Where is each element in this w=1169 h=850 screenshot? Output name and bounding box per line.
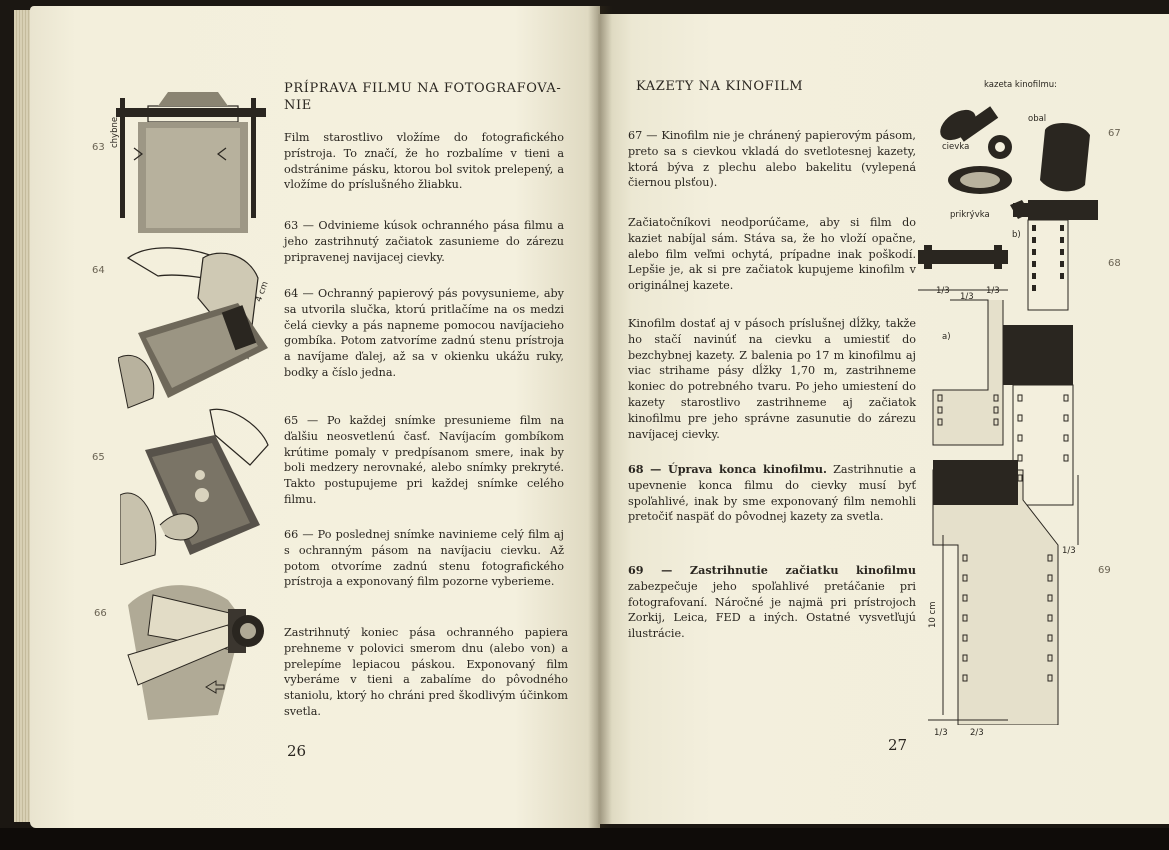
figure-number-68: 68 <box>1108 258 1121 269</box>
figure-66-film-spool-illustration <box>118 575 273 725</box>
right-page-title: KAZETY NA KINOFILM <box>636 79 804 94</box>
cover-label: obal <box>1028 114 1047 124</box>
figure-65-winding-camera-illustration <box>120 405 270 565</box>
paragraph-69-body: zabezpečuje jeho spoľahlivé pretáčanie pri fotografovaní. Náročné je najmä pri prístrojoch Zorkij, Leica, FED a iných. Ostatné vysvetľujú ilustrácie. <box>628 579 916 641</box>
figure-number-67: 67 <box>1108 128 1121 139</box>
beginners-paragraph: Začiatočníkovi neodporúčame, aby si film do kaziet nabíjal sám. Stáva sa, že ho vloží opačne, alebo film veľmi ochytá, prípadne inak poškodí. Lepšie je, ak si pre začiatok kupujeme kinofilm v originálnej kazete. <box>628 216 916 293</box>
figure-63-label: chybne <box>110 116 120 148</box>
figure-64-label: 4 cm <box>254 280 271 304</box>
paragraph-66: 66 — Po poslednej snímke navinieme celý film aj s ochranným pásom na navíjaciu cievku. Až potom otvoríme zadnú stenu fotografického prístroja a exponovaný film pozorne vyberieme. <box>284 528 564 589</box>
lid-label: prikrývka <box>950 210 990 220</box>
figure-number-65: 65 <box>92 452 105 463</box>
figure-64-hands-camera-illustration <box>118 238 268 413</box>
figure-number-64: 64 <box>92 265 105 276</box>
background-strip <box>0 828 1169 850</box>
paragraph-68-body: Zastrihnutie a upevnenie konca filmu do cievky musí byť spoľahlivé, inak by sme exponovaný film nemohli pretočiť naspäť do pôvodnej kazety za svetla. <box>628 463 916 524</box>
figure-number-66: 66 <box>94 608 107 619</box>
figure-69-film-leader-template-illustration <box>928 295 1103 725</box>
paragraph-64: 64 — Ochranný papierový pás povysunieme, aby sa utvorila slučka, ktorú pritlačíme na os medzi čelá cievky a pás napneme pomocou navíjacieho gombíka. Potom zatvoríme zadnú stenu prístroja a navíjame ďalej, až sa v okienku ukážu ruky, bodky a číslo jedna. <box>284 287 564 379</box>
two-thirds-label: 2/3 <box>970 728 984 738</box>
paragraph-67: 67 — Kinofilm nie je chránený papierovým pásom, preto sa s cievkou vkladá do svetlotesnej kazety, ktorá býva z plechu alebo bakelitu (vylepená čiernou plsťou). <box>628 129 916 190</box>
third-label-7: 1/3 <box>934 728 948 738</box>
paragraph-68-heading: 68 — Úprava konca kinofilmu. <box>628 462 827 476</box>
paragraph-68 <box>628 462 916 525</box>
paragraph-63: 63 — Odvinieme kúsok ochranného pása filmu a jeho zastrihnutý začiatok zasunieme do zárezu pripravenej navijacej cievky. <box>284 219 564 264</box>
page-number-27: 27 <box>888 736 908 754</box>
third-label-2: 1/3 <box>960 292 974 302</box>
book-gutter <box>588 6 612 828</box>
figure-68-a-label: a) <box>942 332 951 342</box>
figure-68-b-label: b) <box>1012 230 1021 240</box>
figure-number-69: 69 <box>1098 565 1111 576</box>
film-strips-paragraph: Kinofilm dostať aj v pásoch príslušnej dĺžky, takže ho stačí navinúť na cievku a umiestiť do bezchybnej kazety. Z balenia po 17 m kinofilmu aj viac strihame pásy dĺžky 1,70 m, zastrihneme koniec do potrebného tvaru. Po jeho umiestení do kazety starostlivo zastrihneme aj začiatok kinofilmu pre jeho správne zasunutie do zárezu navíjacej cievky. <box>628 317 916 441</box>
third-label-3: 1/3 <box>986 286 1000 296</box>
paragraph-69-heading: 69 — Zastrihnutie začiatku kinofilmu <box>628 563 916 577</box>
paragraph-69 <box>628 563 916 642</box>
page-number-26: 26 <box>287 742 307 760</box>
third-label-1: 1/3 <box>936 286 950 296</box>
paragraph-65: 65 — Po každej snímke presunieme film na ďalšiu neosvetlenú časť. Navíjacím gombíkom krútime pomaly v predpísanom smere, inak by boli medzery nerovnaké, alebo snímky prekryté. Takto postupujeme pri každej snímke celého filmu. <box>284 414 564 506</box>
figure-63-film-leader-illustration <box>108 88 273 238</box>
left-intro-paragraph: Film starostlivo vložíme do fotografického prístroja. To značí, že ho rozbalíme v tieni a odstránime pásku, ktorou bol svitok prelepený, a vložíme do príslušného žliabku. <box>284 131 564 192</box>
left-closing-paragraph: Zastrihnutý koniec pása ochranného papiera prehneme v polovici smerom dnu (alebo von) a prelepíme lepiacou páskou. Exponovaný film vyberáme v tieni a zabalíme do pôvodného staniolu, ktorý ho chráni pred škodlivým účinkom svetla. <box>284 626 568 718</box>
left-page-title: PRÍPRAVA FILMU NA FOTOGRAFOVA-NIE <box>284 81 562 113</box>
ten-cm-label: 10 cm <box>928 601 938 628</box>
third-label-6: 1/3 <box>1062 546 1076 556</box>
cassette-label: kazeta kinofilmu: <box>984 80 1058 90</box>
spool-label: cievka <box>942 142 970 152</box>
figure-number-63: 63 <box>92 142 105 153</box>
